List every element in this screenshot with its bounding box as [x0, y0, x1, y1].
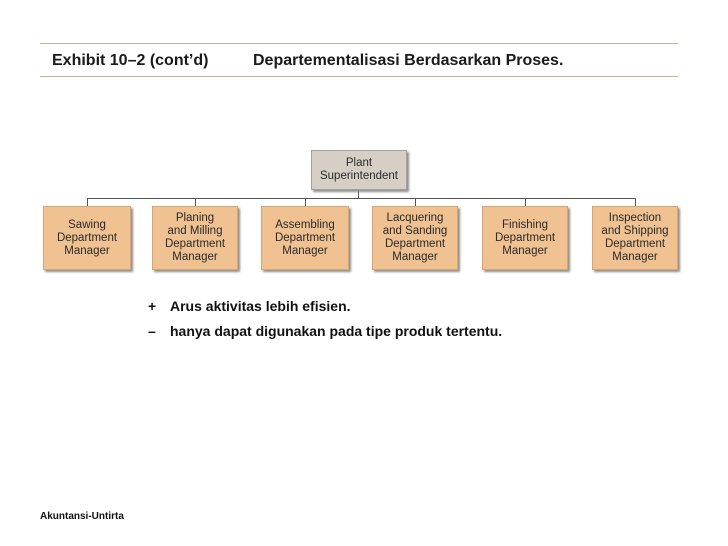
exhibit-label: Exhibit 10–2 (cont’d)	[52, 52, 209, 69]
footer-label: Akuntansi-Untirta	[40, 511, 124, 522]
dept-connector	[415, 198, 416, 206]
list-item	[148, 318, 502, 343]
lacquering-sanding-department-box: Lacquering and Sanding Department Manager	[372, 206, 458, 270]
dept-connector	[195, 198, 196, 206]
bullet-list	[148, 293, 502, 343]
planing-milling-department-box: Planing and Milling Department Manager	[152, 206, 238, 270]
dept-connector	[525, 198, 526, 206]
page-title: Departementalisasi Berdasarkan Proses.	[253, 52, 564, 69]
dept-connector	[87, 198, 88, 206]
finishing-department-box: Finishing Department Manager	[482, 206, 568, 270]
sawing-department-box: Sawing Department Manager	[43, 206, 131, 270]
dept-connector	[305, 198, 306, 206]
bullet-text: hanya dapat digunakan pada tipe produk tertentu.	[170, 322, 503, 339]
plus-bullet: +	[148, 297, 157, 314]
dash-bullet: –	[148, 322, 156, 339]
list-item	[148, 293, 502, 318]
root-connector	[358, 190, 359, 198]
bullet-text: Arus aktivitas lebih efisien.	[170, 297, 351, 314]
assembling-department-box: Assembling Department Manager	[261, 206, 349, 270]
horizontal-connector	[87, 198, 635, 199]
dept-connector	[635, 198, 636, 206]
plant-superintendent-box: Plant Superintendent	[311, 150, 407, 190]
inspection-shipping-department-box: Inspection and Shipping Department Manager	[592, 206, 678, 270]
